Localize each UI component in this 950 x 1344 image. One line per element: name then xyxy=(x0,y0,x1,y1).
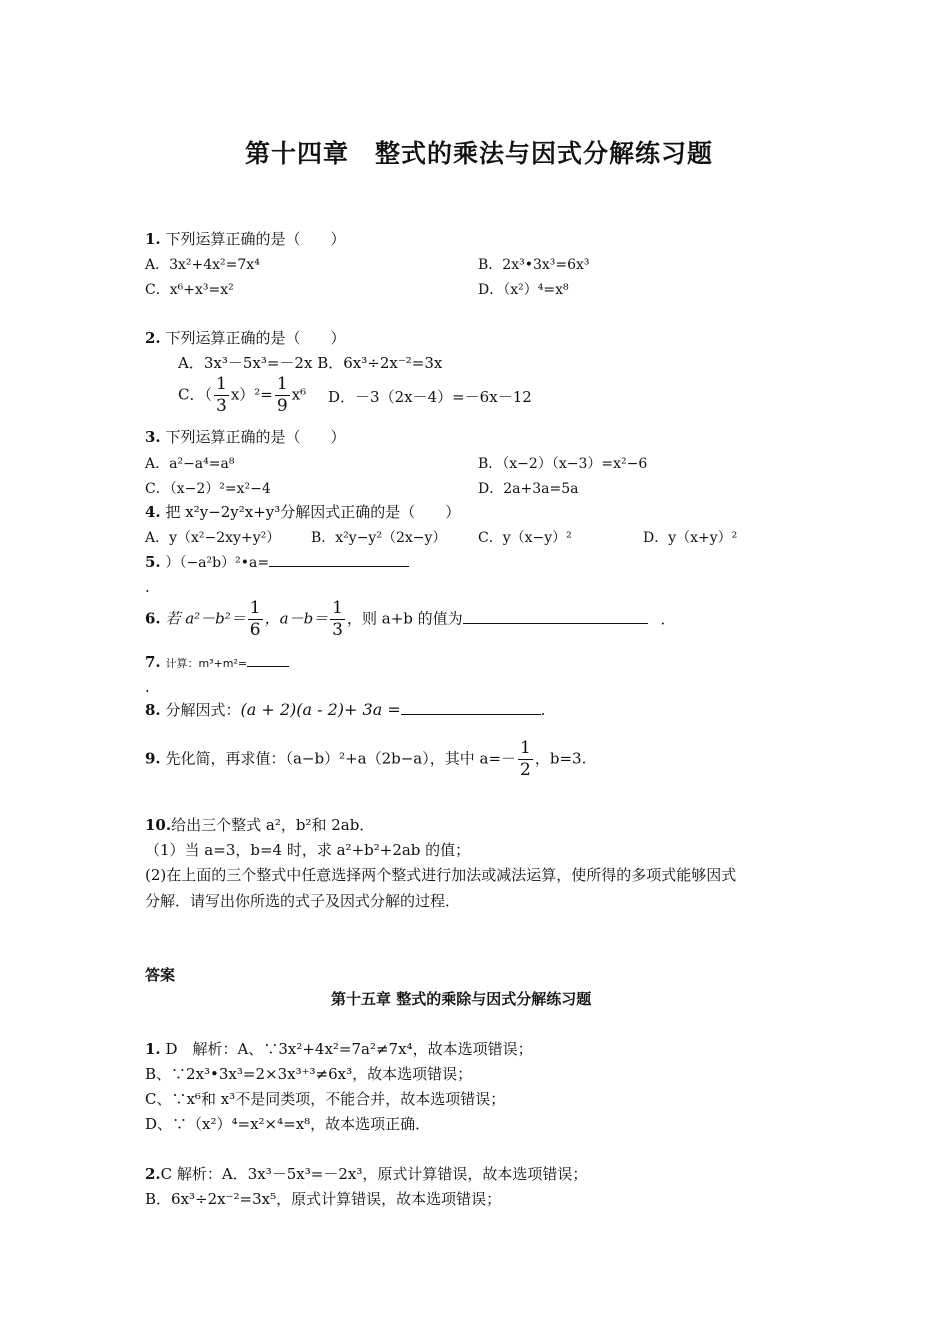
question-1 xyxy=(145,228,345,249)
question-8 xyxy=(145,699,546,720)
question-number: 2. xyxy=(145,329,161,347)
expression: (a + 2)(a - 2)+ 3a = xyxy=(240,700,401,719)
denominator: 3 xyxy=(332,620,343,640)
option-b: B．6x³÷2x⁻²=3x xyxy=(317,354,443,372)
question-3 xyxy=(145,426,345,447)
answer-line: C 解析：A．3x³－5x³=－2x³，原式计算错误，故本选项错误； xyxy=(160,1165,588,1183)
question-stem: ）（−a²b）²•a= xyxy=(165,555,270,571)
answer-1 xyxy=(145,1038,533,1059)
answers-subtitle: 第十五章 整式的乘除与因式分解练习题 xyxy=(331,990,592,1008)
option-a: A．y（x²−2xy+y²） xyxy=(145,530,281,546)
question-number: 4. xyxy=(145,503,161,521)
answer-line: D 解析：A、∵3x²+4x²=7a²≠7x⁴，故本选项错误； xyxy=(165,1040,533,1058)
question-number: 1. xyxy=(145,230,161,248)
question-prefix: 若 a²－b²＝ xyxy=(165,609,246,628)
numerator: 1 xyxy=(215,374,227,394)
fraction xyxy=(248,600,263,639)
option-d: D．2a+3a=5a xyxy=(478,481,579,497)
question-prefix: 先化简，再求值：（a−b）²+a（2b−a），其中 a=－ xyxy=(165,749,517,768)
answer-line: D、∵（x²）⁴=x²×⁴=x⁸，故本选项正确． xyxy=(145,1115,431,1133)
trailing-dot: . xyxy=(145,578,150,596)
question-end: ． xyxy=(660,609,676,628)
question-stem: 下列运算正确的是（ ） xyxy=(165,329,346,347)
question-number: 6. xyxy=(145,609,161,628)
question-stem: 计算：m³+m²= xyxy=(165,657,248,670)
option-c: C．x⁶+x³=x² xyxy=(145,282,234,298)
answer-line: B．6x³÷2x⁻²=3x⁵，原式计算错误，故本选项错误； xyxy=(145,1190,502,1208)
question-6 xyxy=(145,600,675,639)
denominator: 9 xyxy=(276,396,288,416)
answer-line: C、∵x⁶和 x³不是同类项，不能合并，故本选项错误； xyxy=(145,1090,506,1108)
answer-2 xyxy=(145,1163,587,1184)
question-stem: 给出三个整式 a²，b²和 2ab． xyxy=(171,816,375,834)
question-4 xyxy=(145,501,460,522)
option-c xyxy=(178,376,306,415)
question-stem: 下列运算正确的是（ ） xyxy=(165,428,346,446)
option-c-prefix: C．（ xyxy=(178,385,212,404)
answer-blank xyxy=(463,609,648,624)
answer-blank xyxy=(247,652,289,667)
question-5 xyxy=(145,552,409,572)
question-9 xyxy=(145,740,586,779)
numerator: 1 xyxy=(332,598,343,618)
question-10-part-2-cont: 分解．请写出你所选的式子及因式分解的过程． xyxy=(145,892,461,910)
trailing-dot: . xyxy=(145,678,150,696)
question-10-part-2: (2)在上面的三个整式中任意选择两个整式进行加法或减法运算，使所得的多项式能够因式 xyxy=(145,866,737,884)
answer-number: 1. xyxy=(145,1040,161,1058)
question-2 xyxy=(145,327,345,348)
option-a: A．3x³－5x³=－2x xyxy=(178,354,313,372)
question-10 xyxy=(145,814,374,835)
question-number: 7. xyxy=(145,653,161,671)
fraction xyxy=(518,740,533,779)
fraction xyxy=(214,376,229,415)
numerator: 1 xyxy=(276,374,288,394)
question-stem: 分解因式： xyxy=(165,701,241,719)
denominator: 6 xyxy=(249,620,261,640)
option-c: C．y（x−y）² xyxy=(478,530,572,546)
option-b: B．x²y−y²（2x−y） xyxy=(311,530,447,546)
answer-blank xyxy=(269,552,409,567)
numerator: 1 xyxy=(520,738,531,758)
question-number: 8. xyxy=(145,701,161,719)
question-number: 9. xyxy=(145,749,161,768)
question-end: . xyxy=(540,701,546,719)
denominator: 3 xyxy=(215,396,227,416)
option-b: B．2x³•3x³=6x³ xyxy=(478,257,590,273)
question-number: 10. xyxy=(145,816,172,834)
fraction xyxy=(330,600,345,639)
question-stem: 下列运算正确的是（ ） xyxy=(165,230,346,248)
option-c: C．（x−2）²=x²−4 xyxy=(145,481,271,497)
page-title: 第十四章 整式的乘法与因式分解练习题 xyxy=(245,139,714,168)
question-suffix: ，则 a+b 的值为 xyxy=(347,609,463,628)
answer-number: 2. xyxy=(145,1165,161,1183)
option-a: A．a²−a⁴=a⁸ xyxy=(145,456,235,472)
option-d: D．（x²）⁴=x⁸ xyxy=(478,282,569,298)
answers-heading: 答案 xyxy=(145,966,176,984)
numerator: 1 xyxy=(249,598,261,618)
option-a: A．3x²+4x²=7x⁴ xyxy=(145,257,260,273)
denominator: 2 xyxy=(520,760,531,780)
answer-blank xyxy=(401,700,541,715)
question-10-part-1: （1）当 a=3，b=4 时，求 a²+b²+2ab 的值； xyxy=(145,841,471,859)
option-c-suffix: x⁶ xyxy=(291,385,307,404)
question-2-ab xyxy=(178,352,442,373)
question-stem: 把 x²y−2y²x+y³分解因式正确的是（ ） xyxy=(165,503,461,521)
option-c-middle: x）²= xyxy=(230,385,273,404)
question-middle: ，a－b＝ xyxy=(264,609,329,628)
question-number: 3. xyxy=(145,428,161,446)
question-7 xyxy=(145,652,289,671)
question-suffix: ，b=3. xyxy=(534,749,587,768)
option-b: B．（x−2）（x−3）=x²−6 xyxy=(478,456,648,472)
option-d: D．－3（2x－4）=－6x－12 xyxy=(328,388,532,406)
answer-line: B、∵2x³•3x³=2×3x³⁺³≠6x³，故本选项错误； xyxy=(145,1065,473,1083)
fraction xyxy=(275,376,290,415)
option-d: D．y（x+y）² xyxy=(643,530,738,546)
question-number: 5. xyxy=(145,553,161,571)
